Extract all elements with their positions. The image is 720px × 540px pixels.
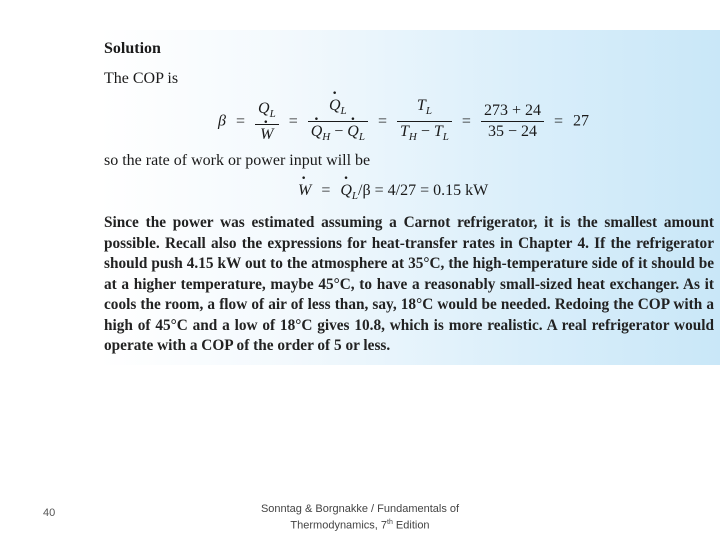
power-intro: so the rate of work or power input will be <box>104 152 371 169</box>
equals-sign: = <box>288 112 298 130</box>
equals-sign: = <box>235 112 245 130</box>
power-equation: · W = · $Q_L/\beta = 4/27 = 0.15$ kW <box>298 182 488 202</box>
fraction-temperatures: $\frac{T_L}{T_H - T_L}$ <box>397 96 452 147</box>
equals-sign: = <box>553 112 563 130</box>
equals-sign: = <box>377 112 387 130</box>
fraction-values: $\frac{273 + 24}{35 - 24}$ <box>481 101 544 142</box>
equals-sign: = <box>461 112 471 130</box>
cop-equation <box>218 96 589 147</box>
solution-heading: Solution <box>104 40 161 57</box>
explanation-paragraph: Since the power was estimated assuming a Carnot refrigerator, it is the smallest amount possible. Recall also the expressions for heat-transfer rates in Chapter 4. If the refrigerator should push 4.15 kW out to the atmosphere at 35°C, the high-temperature side of it should be at a higher temperature, maybe 45°C, to have a reasonably small-sized heat exchanger. As it cools the room, a flow of air of less than, say, 18°C would be needed. Redoing the COP with a high of 45°C and a low of 18°C gives 10.8, which is more realistic. A real refrigerator would operate with a COP of the order of 5 or less. <box>104 214 714 354</box>
beta-symbol: β <box>218 112 226 130</box>
cop-result: 27 <box>573 112 589 130</box>
cop-intro: The COP is <box>104 70 179 87</box>
fraction-ql-over-w: $Q_L$ · W <box>255 99 279 145</box>
page-number: 40 <box>43 507 56 519</box>
citation-footer: Sonntag & Borgnakke / Fundamentals of Thermodynamics, 7th Edition <box>260 503 460 532</box>
fraction-qdot: · $Q_L$ · $Q_H$ − · $Q_L$ <box>308 96 368 147</box>
